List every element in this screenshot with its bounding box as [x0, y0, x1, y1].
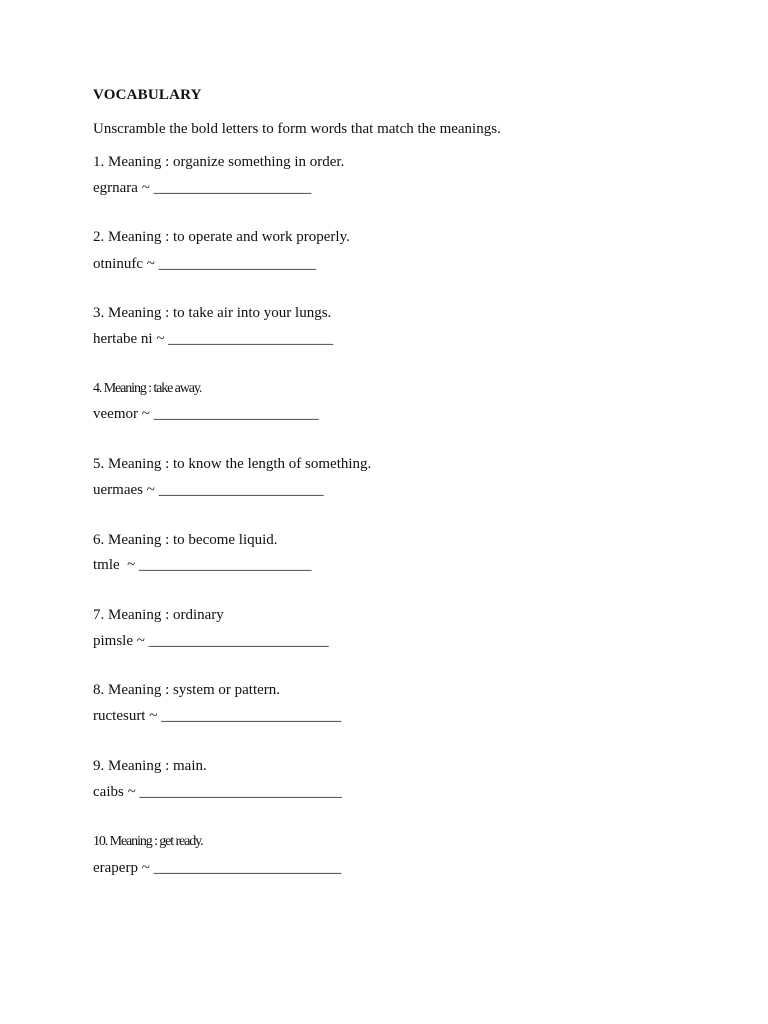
item-10-meaning: 10. Meaning : get ready.	[93, 834, 203, 849]
item-2-answer-line: otninufc ~ _____________________	[93, 256, 317, 272]
page-title: VOCABULARY	[93, 87, 202, 103]
item-5-meaning: 5. Meaning : to know the length of something.	[93, 456, 372, 472]
item-2-meaning: 2. Meaning : to operate and work properly.	[93, 229, 350, 245]
instructions-text: Unscramble the bold letters to form words that match the meanings.	[93, 121, 501, 137]
item-7-meaning: 7. Meaning : ordinary	[93, 607, 224, 623]
item-1-answer-line: egrnara ~ _____________________	[93, 180, 312, 196]
item-4-meaning: 4. Meaning : take away.	[93, 381, 202, 396]
item-10-answer-line: eraperp ~ _________________________	[93, 860, 342, 876]
item-6-meaning: 6. Meaning : to become liquid.	[93, 532, 278, 548]
item-8-answer-line: ructesurt ~ ________________________	[93, 708, 342, 724]
item-8-meaning: 8. Meaning : system or pattern.	[93, 682, 281, 698]
item-9-answer-line: caibs ~ ___________________________	[93, 784, 342, 800]
worksheet-page	[93, 0, 733, 1024]
item-9-meaning: 9. Meaning : main.	[93, 758, 207, 774]
item-6-answer-line: tmle ~ _______________________	[93, 557, 312, 573]
item-4-answer-line: veemor ~ ______________________	[93, 406, 319, 422]
item-7-answer-line: pimsle ~ ________________________	[93, 633, 329, 649]
item-3-meaning: 3. Meaning : to take air into your lungs.	[93, 305, 332, 321]
item-3-answer-line: hertabe ni ~ ______________________	[93, 331, 334, 347]
item-1-meaning: 1. Meaning : organize something in order.	[93, 154, 345, 170]
item-5-answer-line: uermaes ~ ______________________	[93, 482, 324, 498]
